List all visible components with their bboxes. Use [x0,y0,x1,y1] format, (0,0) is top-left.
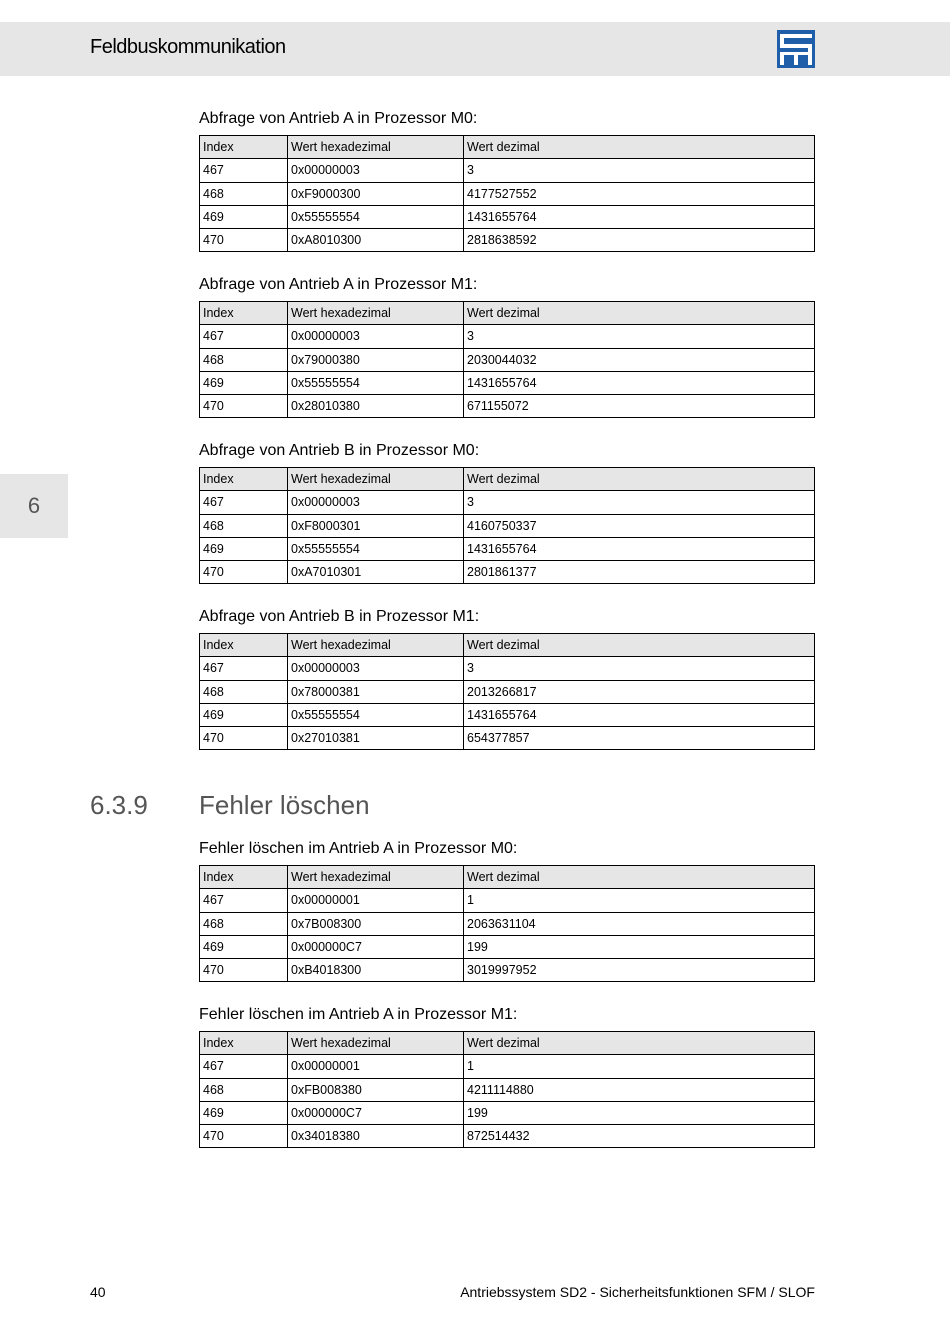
table-cell: 469 [200,703,288,726]
table-header-row [200,136,815,159]
table-cell: 0xFB008380 [288,1078,464,1101]
table-header-row [200,468,815,491]
table-cell: 0xA8010300 [288,229,464,252]
table-cell: 872514432 [464,1125,815,1148]
column-header: Index [200,866,288,889]
table-cell: 468 [200,348,288,371]
register-table [199,135,815,252]
column-header: Wert dezimal [464,302,815,325]
table-row [200,1078,815,1101]
table-row [200,1055,815,1078]
footer-page-number: 40 [90,1284,106,1300]
table-cell: 468 [200,1078,288,1101]
table-cell: 0x55555554 [288,537,464,560]
table-cell: 3019997952 [464,959,815,982]
table-cell: 469 [200,537,288,560]
table-cell: 2818638592 [464,229,815,252]
table-header-row [200,302,815,325]
column-header: Wert hexadezimal [288,634,464,657]
table-row [200,703,815,726]
chapter-tab: 6 [0,474,68,538]
table-caption: Abfrage von Antrieb B in Prozessor M1: [199,608,480,625]
table-cell: 467 [200,657,288,680]
table-cell: 0x000000C7 [288,935,464,958]
column-header: Index [200,1032,288,1055]
table-row [200,935,815,958]
column-header: Wert dezimal [464,1032,815,1055]
table-cell: 0x27010381 [288,727,464,750]
table-cell: 3 [464,159,815,182]
table-cell: 467 [200,325,288,348]
table-caption: Abfrage von Antrieb A in Prozessor M1: [199,276,478,293]
table-row [200,325,815,348]
table-cell: 468 [200,182,288,205]
table-row [200,348,815,371]
table-row [200,371,815,394]
column-header: Wert hexadezimal [288,136,464,159]
table-row [200,205,815,228]
register-table [199,1031,815,1148]
table-caption: Fehler löschen im Antrieb A in Prozessor M0: [199,840,518,857]
section-number: 6.3.9 [90,790,148,820]
table-row [200,395,815,418]
register-table [199,633,815,750]
table-cell: 1 [464,1055,815,1078]
table-cell: 0x79000380 [288,348,464,371]
table-row [200,229,815,252]
table-cell: 470 [200,727,288,750]
table-cell: 671155072 [464,395,815,418]
column-header: Wert dezimal [464,866,815,889]
table-header-row [200,634,815,657]
table-cell: 468 [200,912,288,935]
table-cell: 1431655764 [464,371,815,394]
table-row [200,537,815,560]
table-row [200,561,815,584]
column-header: Wert dezimal [464,136,815,159]
table-cell: 1431655764 [464,537,815,560]
table-cell: 469 [200,371,288,394]
table-cell: 470 [200,959,288,982]
table-row [200,889,815,912]
table-row [200,727,815,750]
table-cell: 0x34018380 [288,1125,464,1148]
column-header: Wert dezimal [464,634,815,657]
table-cell: 470 [200,561,288,584]
table-row [200,1125,815,1148]
table-row [200,959,815,982]
table-cell: 3 [464,491,815,514]
table-cell: 467 [200,1055,288,1078]
table-cell: 199 [464,935,815,958]
table-cell: 0x78000381 [288,680,464,703]
table-caption: Abfrage von Antrieb A in Prozessor M0: [199,110,478,127]
table-cell: 0x000000C7 [288,1101,464,1124]
table-cell: 1431655764 [464,703,815,726]
column-header: Index [200,468,288,491]
column-header: Wert hexadezimal [288,468,464,491]
table-cell: 467 [200,159,288,182]
table-caption: Fehler löschen im Antrieb A in Prozessor M1: [199,1006,518,1023]
table-cell: 467 [200,491,288,514]
table-cell: 3 [464,657,815,680]
table-cell: 0x55555554 [288,703,464,726]
table-cell: 0x55555554 [288,205,464,228]
table-cell: 0x7B008300 [288,912,464,935]
table-cell: 468 [200,514,288,537]
table-row [200,912,815,935]
table-cell: 2063631104 [464,912,815,935]
table-cell: 0x55555554 [288,371,464,394]
stober-logo-icon [777,30,815,68]
table-cell: 2013266817 [464,680,815,703]
column-header: Wert hexadezimal [288,866,464,889]
table-cell: 3 [464,325,815,348]
table-cell: 469 [200,935,288,958]
column-header: Wert dezimal [464,468,815,491]
section-title: Fehler löschen [199,790,370,820]
table-cell: 0x28010380 [288,395,464,418]
table-cell: 4211114880 [464,1078,815,1101]
table-cell: 4177527552 [464,182,815,205]
table-row [200,182,815,205]
table-header-row [200,866,815,889]
table-row [200,491,815,514]
table-cell: 469 [200,205,288,228]
register-table [199,301,815,418]
table-cell: 0x00000003 [288,491,464,514]
table-cell: 0x00000001 [288,1055,464,1078]
table-caption: Abfrage von Antrieb B in Prozessor M0: [199,442,480,459]
table-cell: 2030044032 [464,348,815,371]
register-table [199,467,815,584]
table-cell: 199 [464,1101,815,1124]
column-header: Wert hexadezimal [288,1032,464,1055]
table-cell: 0xF8000301 [288,514,464,537]
table-cell: 470 [200,229,288,252]
column-header: Index [200,136,288,159]
table-cell: 654377857 [464,727,815,750]
column-header: Index [200,302,288,325]
table-cell: 1431655764 [464,205,815,228]
table-cell: 470 [200,1125,288,1148]
table-cell: 468 [200,680,288,703]
register-table [199,865,815,982]
table-cell: 2801861377 [464,561,815,584]
column-header: Index [200,634,288,657]
table-cell: 4160750337 [464,514,815,537]
table-cell: 0xA7010301 [288,561,464,584]
table-row [200,1101,815,1124]
table-cell: 0x00000003 [288,325,464,348]
table-row [200,680,815,703]
table-header-row [200,1032,815,1055]
table-cell: 0x00000001 [288,889,464,912]
table-cell: 0x00000003 [288,159,464,182]
page-header-title: Feldbuskommunikation [90,36,286,58]
footer-document-title: Antriebssystem SD2 - Sicherheitsfunktionen SFM / SLOF [460,1284,815,1300]
table-cell: 467 [200,889,288,912]
column-header: Wert hexadezimal [288,302,464,325]
table-cell: 1 [464,889,815,912]
table-cell: 0x00000003 [288,657,464,680]
table-cell: 469 [200,1101,288,1124]
table-row [200,514,815,537]
table-cell: 470 [200,395,288,418]
table-cell: 0xF9000300 [288,182,464,205]
table-cell: 0xB4018300 [288,959,464,982]
table-row [200,159,815,182]
table-row [200,657,815,680]
